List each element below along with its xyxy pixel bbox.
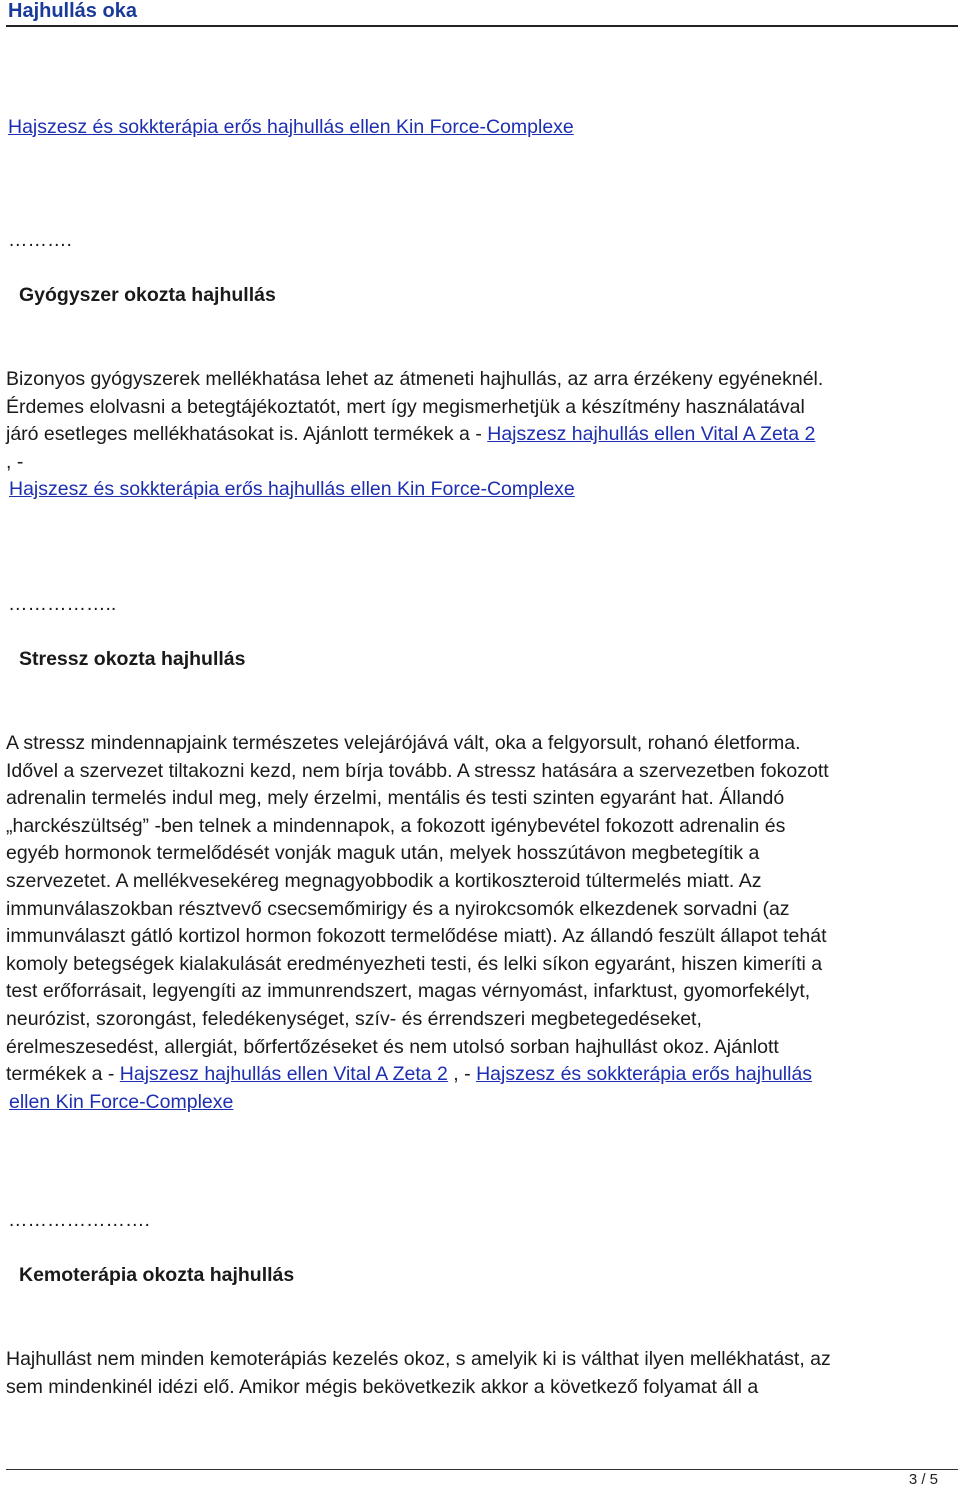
paragraph-stressz	[6, 730, 954, 1116]
text-fragment: járó esetleges mellékhatásokat is. Ajánlott termékek a -	[6, 423, 488, 446]
text-line: Érdemes elolvasni a betegtájékoztatót, mert így megismerhetjük a készítmény használatával	[6, 395, 805, 418]
link-kin-force-complexe[interactable]: Hajszesz és sokkterápia erős hajhullás	[476, 1063, 813, 1086]
separator-dots: ……….	[8, 229, 72, 251]
link-kin-force-complexe[interactable]: Hajszesz és sokkterápia erős hajhullás ellen Kin Force-Complexe	[9, 478, 575, 501]
text-line: immunválaszokban résztvevő csecsemőmirigy és a nyirokcsomók elkezdenek sorvadni (az	[6, 897, 790, 920]
text-fragment: termékek a -	[6, 1063, 120, 1086]
text-line: sem mindenkinél idézi elő. Amikor mégis bekövetkezik akkor a következő folyamat áll a	[6, 1375, 759, 1398]
separator-dots: ……………..	[8, 593, 117, 615]
separator-dots: ………………….	[8, 1209, 150, 1231]
text-line: komoly betegségek kialakulását eredményezheti testi, és lelki síkon egyaránt, hiszen kimeríti a	[6, 952, 823, 975]
text-line: Idővel a szervezet tiltakozni kezd, nem bírja tovább. A stressz hatására a szervezetben fokozott	[6, 759, 829, 782]
text-line	[6, 421, 954, 449]
paragraph-kemo	[6, 1346, 954, 1401]
text-line: adrenalin termelés indul meg, mely érzelmi, mentális és testi szinten egyaránt hat. Állandó	[6, 787, 785, 810]
section-heading-gyogyszer: Gyógyszer okozta hajhullás	[19, 284, 276, 306]
text-line	[6, 476, 954, 504]
paragraph-gyogyszer	[6, 366, 954, 504]
text-line: egyéb hormonok termelődését vonják maguk után, melyek hosszútávon megbetegítik a	[6, 842, 760, 865]
text-line: „harckészültség” -ben telnek a mindennapok, a fokozott igénybevétel fokozott adrenalin és	[6, 814, 786, 837]
link-kin-force-complexe-cont[interactable]: ellen Kin Force-Complexe	[9, 1090, 234, 1113]
document-title: Hajhullás oka	[8, 0, 137, 22]
text-line: immunválaszt gátló kortizol hormon fokozott termelődése miatt). Az állandó feszült állapot tehát	[6, 925, 827, 948]
text-line: érelmeszesedést, allergiát, bőrfertőzéseket és nem utolsó sorban hajhullást okoz. Ajánlott	[6, 1035, 779, 1058]
text-line: neurózist, szorongást, feledékenységet, szív- és érrendszeri megbetegedéseket,	[6, 1007, 702, 1030]
link-vital-a-zeta-2[interactable]: Hajszesz hajhullás ellen Vital A Zeta 2	[119, 1063, 448, 1086]
link-vital-a-zeta-2[interactable]: Hajszesz hajhullás ellen Vital A Zeta 2	[487, 423, 816, 446]
header-divider	[6, 25, 958, 27]
page-number: 3 / 5	[908, 1471, 938, 1488]
section-heading-stressz: Stressz okozta hajhullás	[19, 648, 246, 670]
text-line: szervezetet. A mellékvesekéreg megnagyobbodik a kortikoszteroid túltermelés miatt. Az	[6, 869, 762, 892]
text-fragment: , -	[447, 1063, 477, 1086]
text-line: Hajhullást nem minden kemoterápiás kezelés okoz, s amelyik ki is válthat ilyen mellékhatást, az	[6, 1348, 831, 1370]
text-line	[6, 1061, 954, 1089]
text-line: , -	[6, 450, 24, 473]
link-kin-force-complexe-top[interactable]: Hajszesz és sokkterápia erős hajhullás ellen Kin Force-Complexe	[8, 116, 574, 138]
text-line: Bizonyos gyógyszerek mellékhatása lehet az átmeneti hajhullás, az arra érzékeny egyéneknél.	[6, 368, 824, 390]
text-line	[6, 1089, 954, 1117]
footer-divider	[6, 1469, 958, 1470]
text-line: A stressz mindennapjaink természetes velejárójává vált, oka a felgyorsult, rohanó életforma.	[6, 732, 801, 754]
section-heading-kemo: Kemoterápia okozta hajhullás	[19, 1264, 295, 1286]
text-line: test erőforrásait, legyengíti az immunrendszert, magas vérnyomást, infarktust, gyomorfekélyt,	[6, 980, 811, 1003]
